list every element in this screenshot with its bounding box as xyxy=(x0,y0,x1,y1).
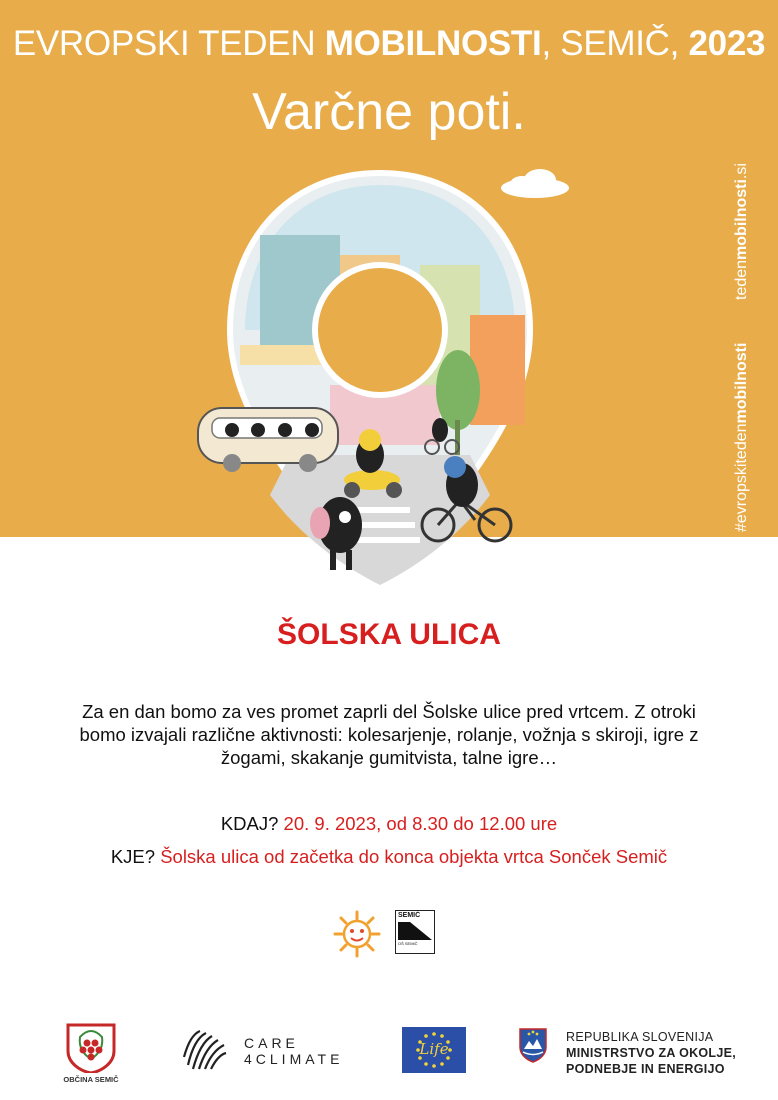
where-label: KJE? xyxy=(110,846,161,867)
map-pin-illustration xyxy=(190,165,570,595)
care4climate-text xyxy=(244,1035,343,1067)
hashtag-text: #evropskitedenmobilnosti xyxy=(733,342,750,532)
fingerprint-icon xyxy=(180,1027,230,1071)
ministry-line-2: MINISTRSTVO ZA OKOLJE, xyxy=(566,1046,737,1060)
slovenia-shield-icon xyxy=(518,1027,548,1063)
header-text-2: MOBILNOSTI xyxy=(324,24,542,63)
event-title: ŠOLSKA ULICA xyxy=(277,618,501,651)
ministry-text xyxy=(566,1029,736,1077)
when-row xyxy=(0,813,778,835)
school-emblem-icon xyxy=(396,920,434,942)
care-line-2: 4CLIMATE xyxy=(244,1051,344,1067)
care-line-1: CARE xyxy=(244,1035,299,1051)
where-value: Šolska ulica od začetka do konca objekta vrtca Sonček Semič xyxy=(160,846,668,867)
bus-icon xyxy=(198,408,338,472)
website-link[interactable]: tedenmobilnosti.si xyxy=(733,163,750,300)
header-year: 2023 xyxy=(688,24,766,63)
school-logo-sub: OŠ SEMIČ xyxy=(398,941,418,946)
ministry-logo xyxy=(516,1027,746,1077)
header-text-3: , SEMIČ, xyxy=(541,24,689,63)
ministry-line-3: PODNEBJE IN ENERGIJO xyxy=(566,1062,725,1076)
school-logo xyxy=(395,910,435,954)
eu-life-logo xyxy=(402,1027,466,1073)
coat-of-arms-icon xyxy=(60,1021,122,1073)
tagline: Varčne poti. xyxy=(252,83,526,141)
header-text-1: EVROPSKI TEDEN xyxy=(12,24,325,63)
care4climate-logo xyxy=(180,1027,370,1071)
campaign-header xyxy=(0,24,778,64)
event-description: Za en dan bomo za ves promet zaprli del Šolske ulice pred vrtcem. Z otroki bomo izvajali različne aktivnosti: kolesarjenje, rolanje, vožnja s skiroji, igre z žogami, skakanje gumitvista, talne igre… xyxy=(79,701,699,768)
cloud-icon xyxy=(501,169,569,198)
partner-logos xyxy=(333,908,443,958)
life-text: Life xyxy=(419,1040,449,1058)
school-logo-label: SEMIČ xyxy=(398,912,421,919)
when-value: 20. 9. 2023, od 8.30 do 12.00 ure xyxy=(283,813,558,834)
when-label: KDAJ? xyxy=(220,813,284,834)
ministry-line-1: REPUBLIKA SLOVENIJA xyxy=(566,1030,714,1044)
footer-logos xyxy=(0,1015,778,1085)
obcina-label: OBČINA SEMIČ xyxy=(63,1075,119,1084)
where-row xyxy=(0,846,778,868)
sun-logo-icon xyxy=(333,910,381,958)
obcina-semic-logo xyxy=(60,1021,122,1085)
